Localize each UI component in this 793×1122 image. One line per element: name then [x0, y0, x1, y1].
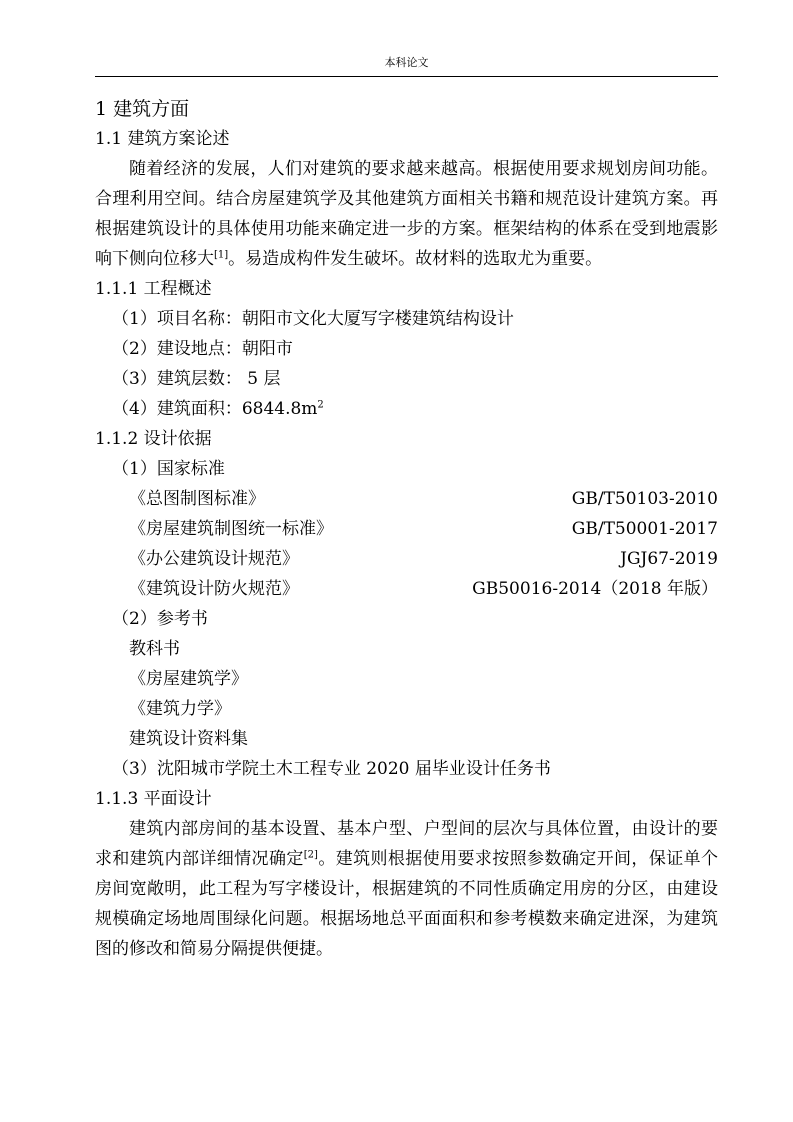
standard-row	[95, 514, 718, 544]
area-unit-superscript: 2	[317, 399, 324, 411]
standard-row	[95, 574, 718, 604]
task-book-item: （3）沈阳城市学院土木工程专业 2020 届毕业设计任务书	[112, 759, 551, 779]
book-item: 《房屋建筑学》	[129, 669, 248, 689]
section-1-1-2-heading: 1.1.2 设计依据	[95, 429, 212, 449]
standard-code: GB/T50001-2017	[571, 519, 718, 539]
standard-code: JGJ67-2019	[620, 549, 718, 569]
section-1-1-3-heading: 1.1.3 平面设计	[95, 789, 212, 809]
citation-1: [1]	[214, 249, 229, 261]
section-1-heading: 1 建筑方面	[95, 98, 190, 120]
section-1-1-heading: 1.1 建筑方案论述	[95, 129, 230, 149]
overview-item-3: （3）建筑层数： 5 层	[112, 369, 281, 389]
overview-item-4	[95, 394, 718, 424]
standard-name: 《办公建筑设计规范》	[129, 549, 299, 569]
header-rule	[95, 76, 718, 77]
standard-code: GB50016-2014（2018 年版）	[472, 579, 718, 599]
section-1-1-paragraph	[95, 154, 718, 274]
standard-name: 《建筑设计防火规范》	[129, 579, 299, 599]
citation-2: [2]	[303, 849, 318, 861]
overview-item-1: （1）项目名称：朝阳市文化大厦写字楼建筑结构设计	[112, 309, 514, 329]
paragraph-text: 建筑内部房间的基本设置、基本户型、户型间的层次与具体位置，由设计的要求和建筑内部详细情况确定	[95, 819, 718, 869]
standard-name: 《总图制图标准》	[129, 489, 265, 509]
book-item: 教科书	[129, 639, 180, 659]
standard-row	[95, 544, 718, 574]
standard-name: 《房屋建筑制图统一标准》	[129, 519, 333, 539]
national-standards-label: （1）国家标准	[112, 459, 225, 479]
overview-item-4-text: （4）建筑面积：6844.8m	[112, 399, 318, 419]
page-header: 本科论文	[384, 56, 429, 69]
standard-code: GB/T50103-2010	[571, 489, 718, 509]
section-1-1-3-paragraph	[95, 814, 718, 964]
book-item: 建筑设计资料集	[129, 729, 248, 749]
paragraph-text-cont: 。建筑则根据使用要求按照参数确定开间，保证单个房间宽敞明，此工程为写字楼设计，根据建筑的不同性质确定用房的分区，由建设规模确定场地周围绿化问题。根据场地总平面面积和参考模数来确定进深，为建筑图的修改和简易分隔提供便捷。	[95, 849, 719, 959]
overview-item-2: （2）建设地点：朝阳市	[112, 339, 293, 359]
book-item: 《建筑力学》	[129, 699, 231, 719]
section-1-1-1-heading: 1.1.1 工程概述	[95, 279, 212, 299]
standard-row	[95, 484, 718, 514]
page-content	[95, 94, 718, 964]
reference-books-label: （2）参考书	[112, 609, 208, 629]
paragraph-text: 随着经济的发展，人们对建筑的要求越来越高。根据使用要求规划房间功能。合理利用空间。结合房屋建筑学及其他建筑方面相关书籍和规范设计建筑方案。再根据建筑设计的具体使用功能来确定进一步的方案。框架结构的体系在受到地震影响下侧向位移大	[95, 159, 718, 269]
paragraph-text-cont: 。易造成构件发生破坏。故材料的选取尤为重要。	[228, 249, 603, 269]
